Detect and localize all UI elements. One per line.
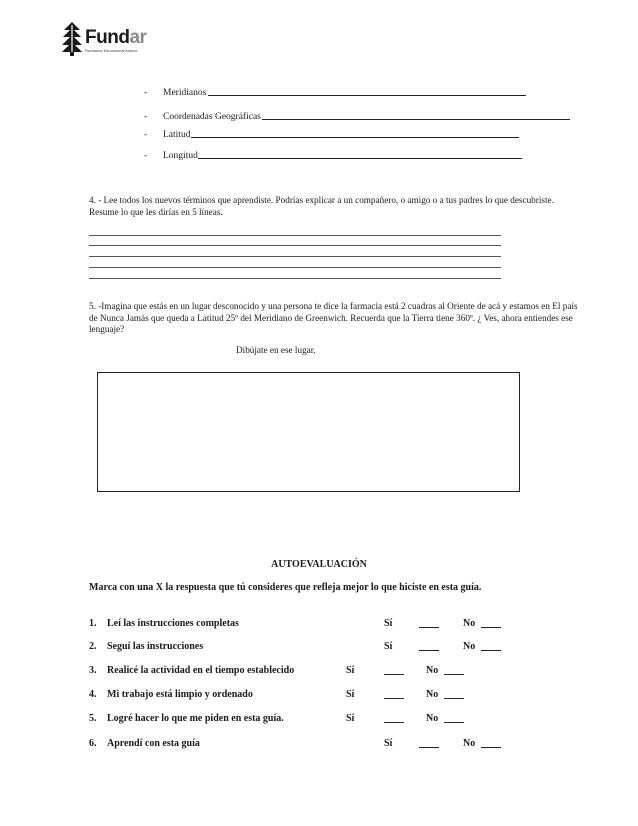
yes-blank[interactable]	[384, 722, 404, 723]
no-blank[interactable]	[481, 747, 501, 748]
no-blank[interactable]	[481, 627, 501, 628]
answer-line[interactable]	[89, 278, 501, 279]
yes-blank[interactable]	[419, 627, 439, 628]
answer-line[interactable]	[89, 256, 501, 257]
tree-icon	[62, 22, 82, 56]
yes-blank[interactable]	[419, 650, 439, 651]
answer-line[interactable]	[89, 267, 501, 268]
no-blank[interactable]	[444, 698, 464, 699]
autoevaluacion-instruction: Marca con una X la respuesta que tú consideres que refleja mejor lo que hiciste en esta guía.	[89, 582, 482, 593]
yes-blank[interactable]	[384, 698, 404, 699]
yes-blank[interactable]	[419, 747, 439, 748]
logo-wordmark: Fundar	[85, 27, 147, 48]
answer-line[interactable]	[89, 235, 501, 236]
answer-line[interactable]	[262, 119, 570, 120]
no-blank[interactable]	[444, 674, 464, 675]
answer-line[interactable]	[191, 137, 519, 138]
answer-line[interactable]	[208, 95, 526, 96]
fundar-logo	[62, 22, 152, 58]
autoevaluacion-title: AUTOEVALUACIÓN	[271, 559, 367, 570]
yes-blank[interactable]	[384, 674, 404, 675]
answer-line[interactable]	[89, 245, 501, 246]
question-5-text: 5. -Imagina que estás en un lugar desconocido y una persona te dice la farmacia está 2 cuadras al Oriente de acá y estamos en El país de Nunca Jamás que queda a Latitud 25º del Meridiano de Greenwich. Recuerda que la Tierra tiene 360º. ¿ Ves, ahora entiendes ese lenguaje?	[89, 301, 578, 335]
answer-line[interactable]	[198, 158, 522, 159]
draw-prompt: Dibújate en ese lugar.	[236, 345, 316, 355]
drawing-box[interactable]	[97, 372, 520, 492]
no-blank[interactable]	[444, 722, 464, 723]
logo-tagline: Fundación Educacional Arauco	[85, 49, 138, 53]
question-4-text: 4. - Lee todos los nuevos términos que aprendiste. Podrías explicar a un compañero, o amigo o a tus padres lo que descubriste. Resume lo que les dirías en 5 líneas.	[89, 195, 554, 217]
no-blank[interactable]	[481, 650, 501, 651]
